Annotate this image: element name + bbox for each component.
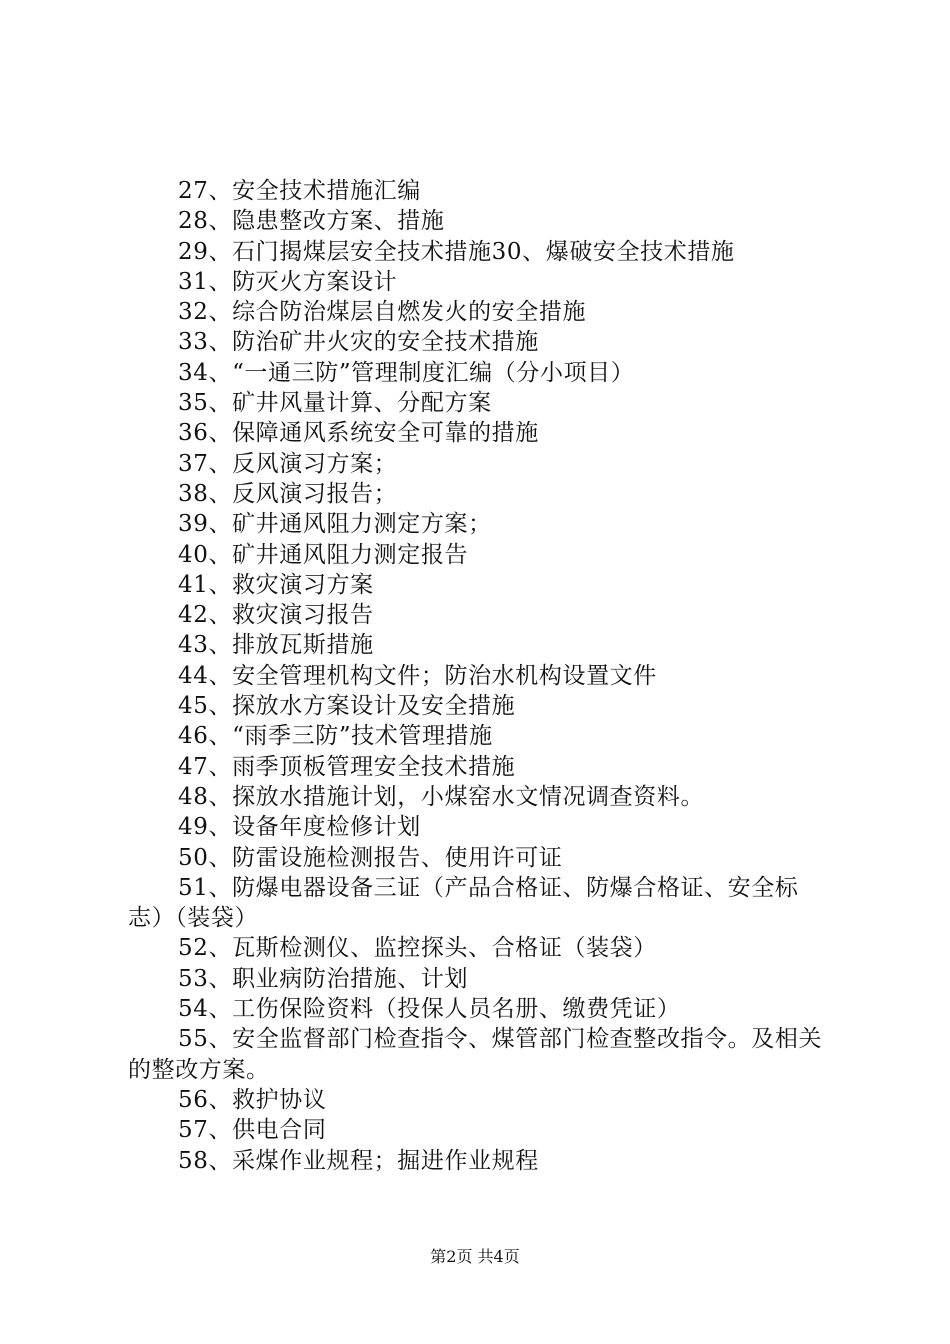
list-item: 41、救灾演习方案 (178, 571, 374, 598)
list-item: 54、工伤保险资料（投保人员名册、缴费凭证） (178, 996, 681, 1023)
list-item: 45、探放水方案设计及安全措施 (178, 693, 516, 720)
list-item: 28、隐患整改方案、措施 (178, 208, 445, 235)
list-item: 51、防爆电器设备三证（产品合格证、防爆合格证、安全标志）（装袋） (128, 874, 799, 932)
list-item: 48、探放水措施计划，小煤窑水文情况调查资料。 (178, 783, 705, 810)
list-item: 52、瓦斯检测仪、监控探头、合格证（装袋） (178, 935, 657, 962)
list-item: 47、雨季顶板管理安全技术措施 (178, 753, 516, 780)
page-footer (0, 1244, 950, 1267)
list-item: 57、供电合同 (178, 1117, 327, 1144)
list-item: 58、采煤作业规程；掘进作业规程 (178, 1147, 539, 1174)
list-item: 50、防雷设施检测报告、使用许可证 (178, 844, 563, 871)
list-item: 34、“一通三防”管理制度汇编（分小项目） (178, 359, 635, 386)
list-item: 36、保障通风系统安全可靠的措施 (178, 420, 539, 447)
page-number-label: 第2页 共4页 (430, 1247, 520, 1266)
list-item: 35、矿井风量计算、分配方案 (178, 390, 492, 417)
list-item: 38、反风演习报告； (178, 480, 398, 507)
list-item: 40、矿井通风阻力测定报告 (178, 541, 469, 568)
list-item: 55、安全监督部门检查指令、煤管部门检查整改指令。及相关的整改方案。 (128, 1026, 823, 1083)
list-item: 31、防灭火方案设计 (178, 268, 398, 295)
list-item: 46、“雨季三防”技术管理措施 (178, 723, 493, 750)
list-item: 43、排放瓦斯措施 (178, 632, 374, 659)
list-item: 56、救护协议 (178, 1086, 327, 1113)
list-item: 32、综合防治煤层自燃发火的安全措施 (178, 299, 587, 326)
list-item: 33、防治矿井火灾的安全技术措施 (178, 329, 539, 356)
list-item: 53、职业病防治措施、计划 (178, 965, 469, 992)
list-item: 49、设备年度检修计划 (178, 814, 421, 841)
list-item: 27、安全技术措施汇编 (178, 178, 421, 204)
list-item: 37、反风演习方案； (178, 450, 398, 477)
list-item: 39、矿井通风阻力测定方案； (178, 511, 492, 538)
list-item: 29、石门揭煤层安全技术措施30、爆破安全技术措施 (178, 238, 735, 265)
list-item: 44、安全管理机构文件；防治水机构设置文件 (178, 662, 657, 689)
list-item: 42、救灾演习报告 (178, 602, 374, 629)
document-body (128, 176, 834, 1176)
